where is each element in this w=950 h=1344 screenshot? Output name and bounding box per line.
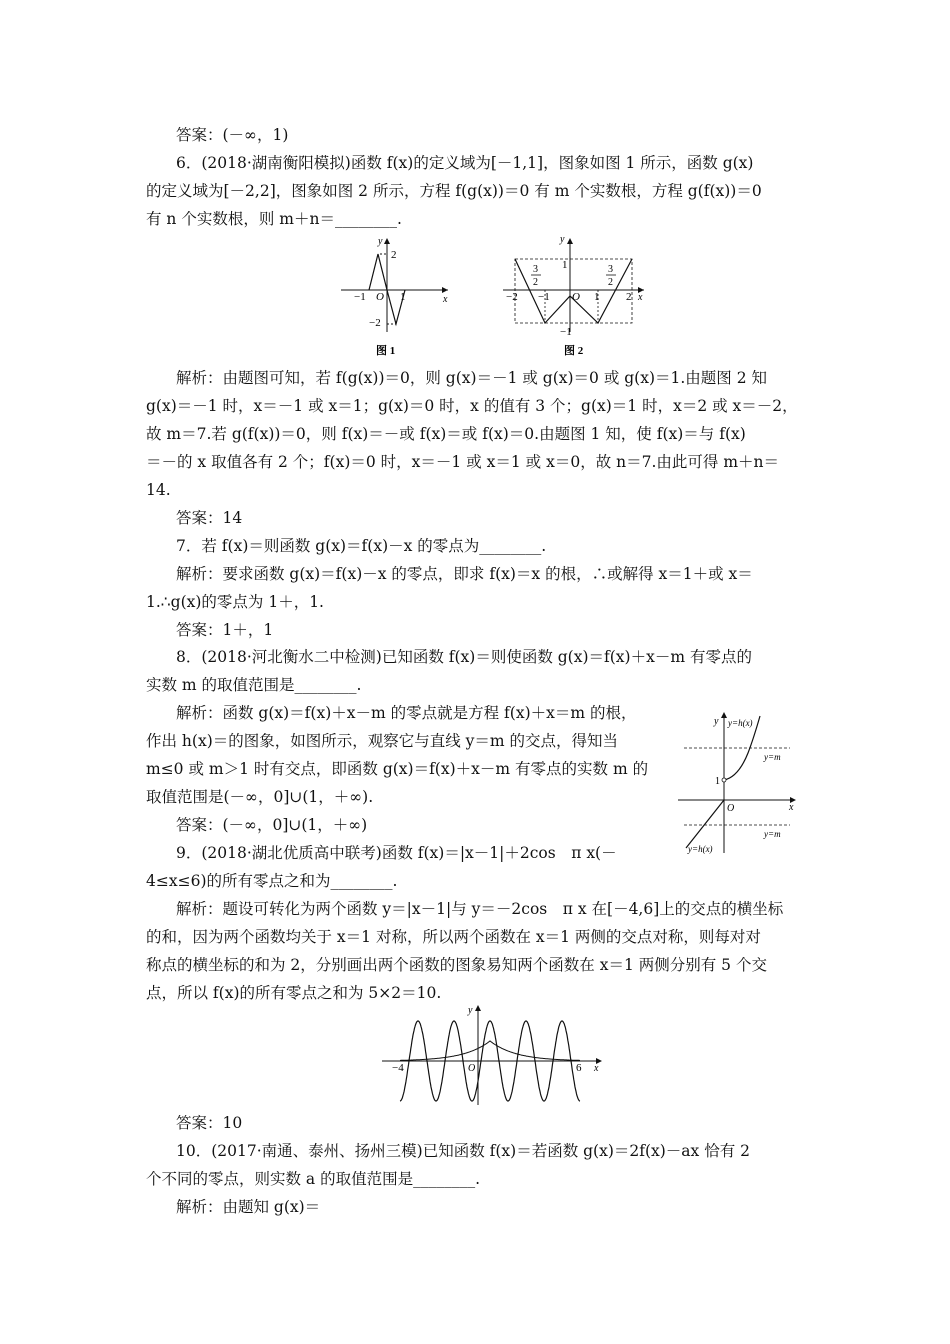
fig2-frac-left-num: 3 <box>533 264 538 275</box>
fig2-tick-m1x: −1 <box>538 291 550 303</box>
solution-9-line2: 的和，因为两个函数均关于 x＝1 对称，所以两个函数在 x＝1 两侧的交点对称，则每对对 <box>146 928 761 946</box>
answer-8: 答案：(－∞，0]∪(1，＋∞) <box>176 816 368 834</box>
fig1-y-label: y <box>378 236 383 247</box>
solution-10-line1: 解析：由题知 g(x)＝ <box>176 1198 321 1216</box>
question-8-line2: 实数 m 的取值范围是________. <box>146 676 362 694</box>
solution-8-line3: m≤0 或 m＞1 时有交点，即函数 g(x)＝f(x)＋x－m 有零点的实数 m 的 <box>146 760 649 778</box>
fig1-x-label: x <box>443 294 448 305</box>
solution-6-line3: 故 m＝7.若 g(f(x))＝0，则 f(x)＝－或 f(x)＝或 f(x)＝0.由题图 1 知，使 f(x)＝与 f(x) <box>146 425 746 443</box>
fig3-label-h-top: y=h(x) <box>728 718 753 728</box>
fig3-tick-1: 1 <box>715 776 720 787</box>
question-10-line1: 10．(2017·南通、泰州、扬州三模)已知函数 f(x)＝若函数 g(x)＝2f(x)－ax 恰有 2 <box>176 1142 751 1160</box>
fig4-origin: O <box>468 1063 476 1074</box>
solution-8-line1: 解析：函数 g(x)＝f(x)＋x－m 的零点就是方程 f(x)＋x＝m 的根， <box>176 704 637 722</box>
solution-9-line3: 称点的横坐标的和为 2，分别画出两个函数的图象易知两个函数在 x＝1 两侧分别有 5 个交 <box>146 956 767 974</box>
fig3-label-m-top: y=m <box>764 752 781 762</box>
fig2-frac-right-num: 3 <box>608 264 613 275</box>
question-6-line1: 6．(2018·湖南衡阳模拟)函数 f(x)的定义域为[－1,1]，图象如图 1 所示，函数 g(x) <box>176 154 754 172</box>
question-9-line2: 4≤x≤6)的所有零点之和为________. <box>146 872 398 890</box>
fig1-origin: O <box>376 291 384 303</box>
fig4-tick-6: 6 <box>576 1062 582 1074</box>
question-9-line1: 9．(2018·湖北优质高中联考)函数 f(x)＝|x－1|＋2cos π x(－ <box>176 844 617 862</box>
fig3-label-h-bottom: y=h(x) <box>688 844 713 854</box>
fig3-y-label: y <box>714 716 719 727</box>
fig3-x-label: x <box>789 802 794 813</box>
fig4-tick-m4: −4 <box>392 1062 404 1074</box>
fig2-frac-right-den: 2 <box>608 277 613 288</box>
fig1-tick-2: 2 <box>391 249 397 261</box>
solution-6-line1: 解析：由题图可知，若 f(g(x))＝0，则 g(x)＝－1 或 g(x)＝0 或 g(x)＝1.由题图 2 知 <box>176 369 768 387</box>
fig2-tick-2: 2 <box>626 291 632 303</box>
solution-6-line2: g(x)＝－1 时，x＝－1 或 x＝1；g(x)＝0 时，x 的值有 3 个；g(x)＝1 时，x＝2 或 x＝－2， <box>146 397 798 415</box>
figure-3 <box>676 708 801 856</box>
solution-6-line4: ＝－的 x 取值各有 2 个；f(x)＝0 时，x＝－1 或 x＝1 或 x＝0，故 n＝7.由此可得 m＋n＝ <box>146 453 779 471</box>
question-6-line3: 有 n 个实数根，则 m＋n＝________. <box>146 210 402 228</box>
figure-4 <box>380 1003 605 1109</box>
solution-8-line2: 作出 h(x)＝的图象，如图所示，观察它与直线 y＝m 的交点，得知当 <box>146 732 619 750</box>
answer-5: 答案：(－∞，1) <box>176 126 289 144</box>
solution-7-line1: 解析：要求函数 g(x)＝f(x)－x 的零点，即求 f(x)＝x 的根，∴或解得 x＝1＋或 x＝ <box>176 565 753 583</box>
fig2-origin: O <box>572 291 580 303</box>
fig2-tick-1: 1 <box>562 259 568 271</box>
question-8-line1: 8．(2018·河北衡水二中检测)已知函数 f(x)＝则使函数 g(x)＝f(x)＋x－m 有零点的 <box>176 648 752 666</box>
fig2-tick-m1: −1 <box>560 326 572 338</box>
fig4-y-label: y <box>468 1005 473 1016</box>
question-10-line2: 个不同的零点，则实数 a 的取值范围是________. <box>146 1170 481 1188</box>
answer-7: 答案：1＋，1 <box>176 621 274 639</box>
figure-1 <box>336 232 456 362</box>
fig2-tick-1x: 1 <box>594 291 600 303</box>
solution-9-line4: 点，所以 f(x)的所有零点之和为 5×2＝10. <box>146 984 442 1002</box>
fig2-frac-left-den: 2 <box>533 277 538 288</box>
solution-6-line5: 14. <box>146 481 171 499</box>
fig2-x-label: x <box>638 292 643 303</box>
fig3-label-m-bottom: y=m <box>764 829 781 839</box>
answer-9: 答案：10 <box>176 1114 243 1132</box>
solution-8-line4: 取值范围是(－∞，0]∪(1，＋∞). <box>146 788 374 806</box>
fig3-origin: O <box>727 803 735 814</box>
answer-6: 答案：14 <box>176 509 243 527</box>
fig1-caption: 图 1 <box>376 345 396 357</box>
solution-7-line2: 1.∴g(x)的零点为 1＋，1. <box>146 593 324 611</box>
fig2-tick-m2: −2 <box>506 291 518 303</box>
figure-2 <box>498 232 648 362</box>
solution-9-line1: 解析：题设可转化为两个函数 y＝|x－1|与 y＝－2cos π x 在[－4,6]上的交点的横坐标 <box>176 900 784 918</box>
fig1-tick-1: 1 <box>400 291 406 303</box>
fig4-x-label: x <box>594 1063 599 1074</box>
question-7: 7．若 f(x)＝则函数 g(x)＝f(x)－x 的零点为________. <box>176 537 547 555</box>
fig1-tick-m1: −1 <box>354 291 366 303</box>
fig2-y-label: y <box>560 234 565 245</box>
fig1-tick-m2: −2 <box>369 317 381 329</box>
question-6-line2: 的定义域为[－2,2]，图象如图 2 所示，方程 f(g(x))＝0 有 m 个实数根，方程 g(f(x))＝0 <box>146 182 762 200</box>
fig2-caption: 图 2 <box>564 345 584 357</box>
